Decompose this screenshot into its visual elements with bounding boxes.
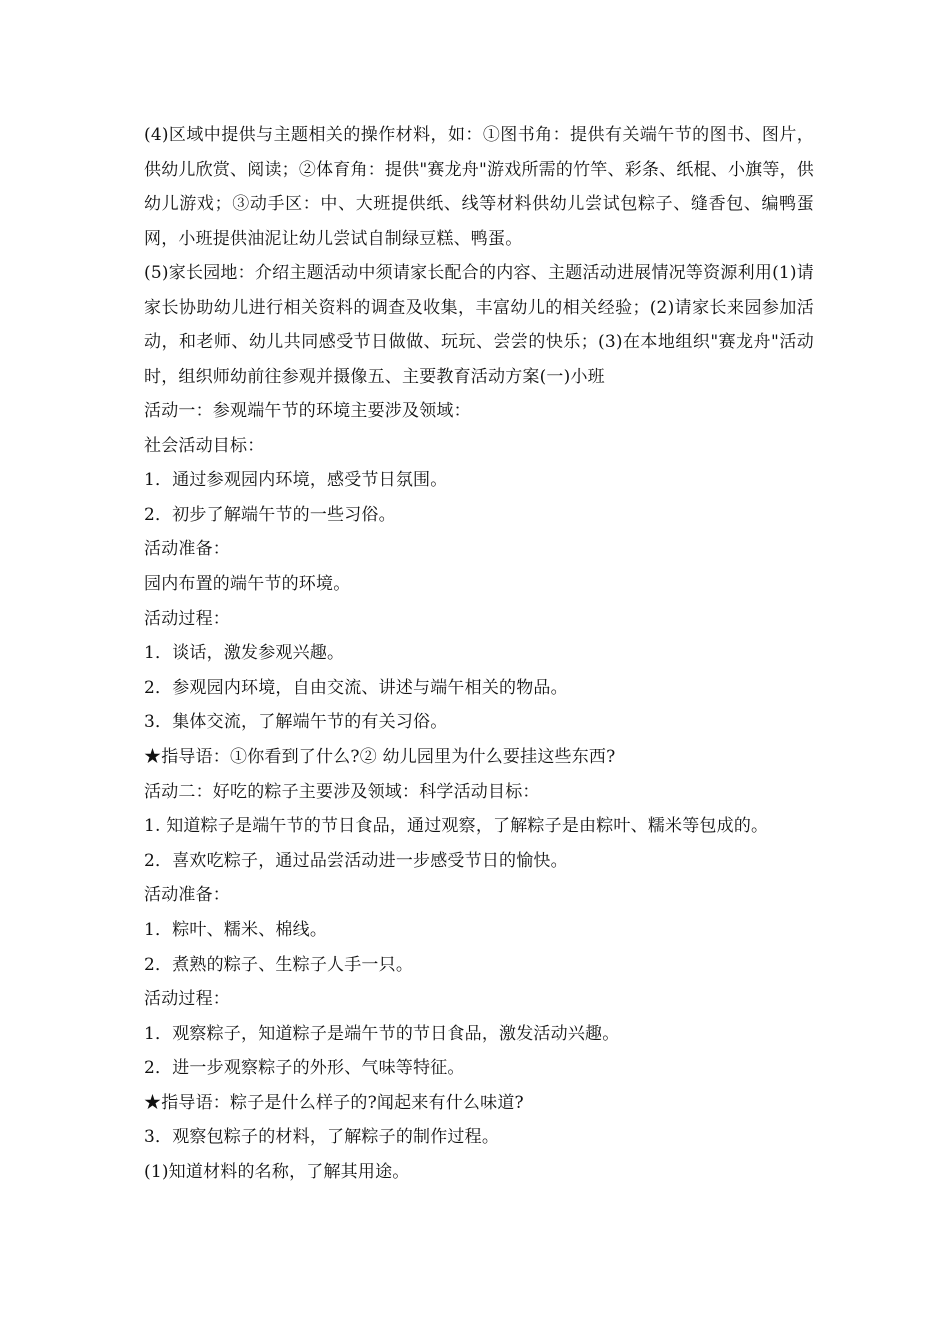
process-item: 2．参观园内环境，自由交流、讲述与端午相关的物品。 <box>144 677 568 698</box>
preparation-item: 园内布置的端午节的环境。 <box>144 573 351 594</box>
goal-item: 1. 知道粽子是端午节的节日食品，通过观察，了解粽子是由粽叶、糯米等包成的。 <box>144 816 769 837</box>
process-item: 1．谈话，激发参观兴趣。 <box>144 643 345 664</box>
paragraph-parent-garden: (5)家长园地：介绍主题活动中须请家长配合的内容、主题活动进展情况等资源利用(1)请家长协助幼儿进行相关资料的调查及收集，丰富幼儿的相关经验；(2)请家长来园参加活动，和老师、幼儿共同感受节日做做、玩玩、尝尝的快乐；(3)在本地组织"赛龙舟"活动时，组织师幼前往参观并摄像五、主要教育活动方案(一)小班 <box>144 263 814 387</box>
preparation-heading: 活动准备： <box>144 885 230 906</box>
paragraph-area-materials: (4)区域中提供与主题相关的操作材料，如：①图书角：提供有关端午节的图书、图片，供幼儿欣赏、阅读；②体育角：提供"赛龙舟"游戏所需的竹竿、彩条、纸棍、小旗等，供幼儿游戏；③动手区：中、大班提供纸、线等材料供幼儿尝试包粽子、缝香包、编鸭蛋网，小班提供油泥让幼儿尝试自制绿豆糕、鸭蛋。 <box>144 125 814 249</box>
process-item: 1．观察粽子，知道粽子是端午节的节日食品，激发活动兴趣。 <box>144 1023 620 1044</box>
process-item: 3．观察包粽子的材料，了解粽子的制作过程。 <box>144 1127 500 1148</box>
preparation-item: 2．煮熟的粽子、生粽子人手一只。 <box>144 954 414 975</box>
guidance-note: ★指导语：粽子是什么样子的?闻起来有什么味道? <box>144 1092 524 1113</box>
process-heading: 活动过程： <box>144 989 230 1010</box>
document-body <box>144 118 814 1190</box>
preparation-item: 1．粽叶、糯米、棉线。 <box>144 919 328 940</box>
process-item: 2．进一步观察粽子的外形、气味等特征。 <box>144 1058 465 1079</box>
goal-item: 2．初步了解端午节的一些习俗。 <box>144 504 396 525</box>
activity-two-heading: 活动二：好吃的粽子主要涉及领域：科学活动目标： <box>144 781 540 802</box>
process-item: 3．集体交流，了解端午节的有关习俗。 <box>144 712 448 733</box>
activity-one-heading: 活动一：参观端午节的环境主要涉及领域： <box>144 401 471 421</box>
process-subitem: (1)知道材料的名称，了解其用途。 <box>144 1162 410 1183</box>
preparation-heading: 活动准备： <box>144 539 230 560</box>
goal-item: 2．喜欢吃粽子，通过品尝活动进一步感受节日的愉快。 <box>144 850 568 871</box>
guidance-note: ★指导语：①你看到了什么?② 幼儿园里为什么要挂这些东西? <box>144 746 616 767</box>
social-goals-heading: 社会活动目标： <box>144 435 265 456</box>
process-heading: 活动过程： <box>144 608 230 629</box>
goal-item: 1．通过参观园内环境，感受节日氛围。 <box>144 470 448 491</box>
